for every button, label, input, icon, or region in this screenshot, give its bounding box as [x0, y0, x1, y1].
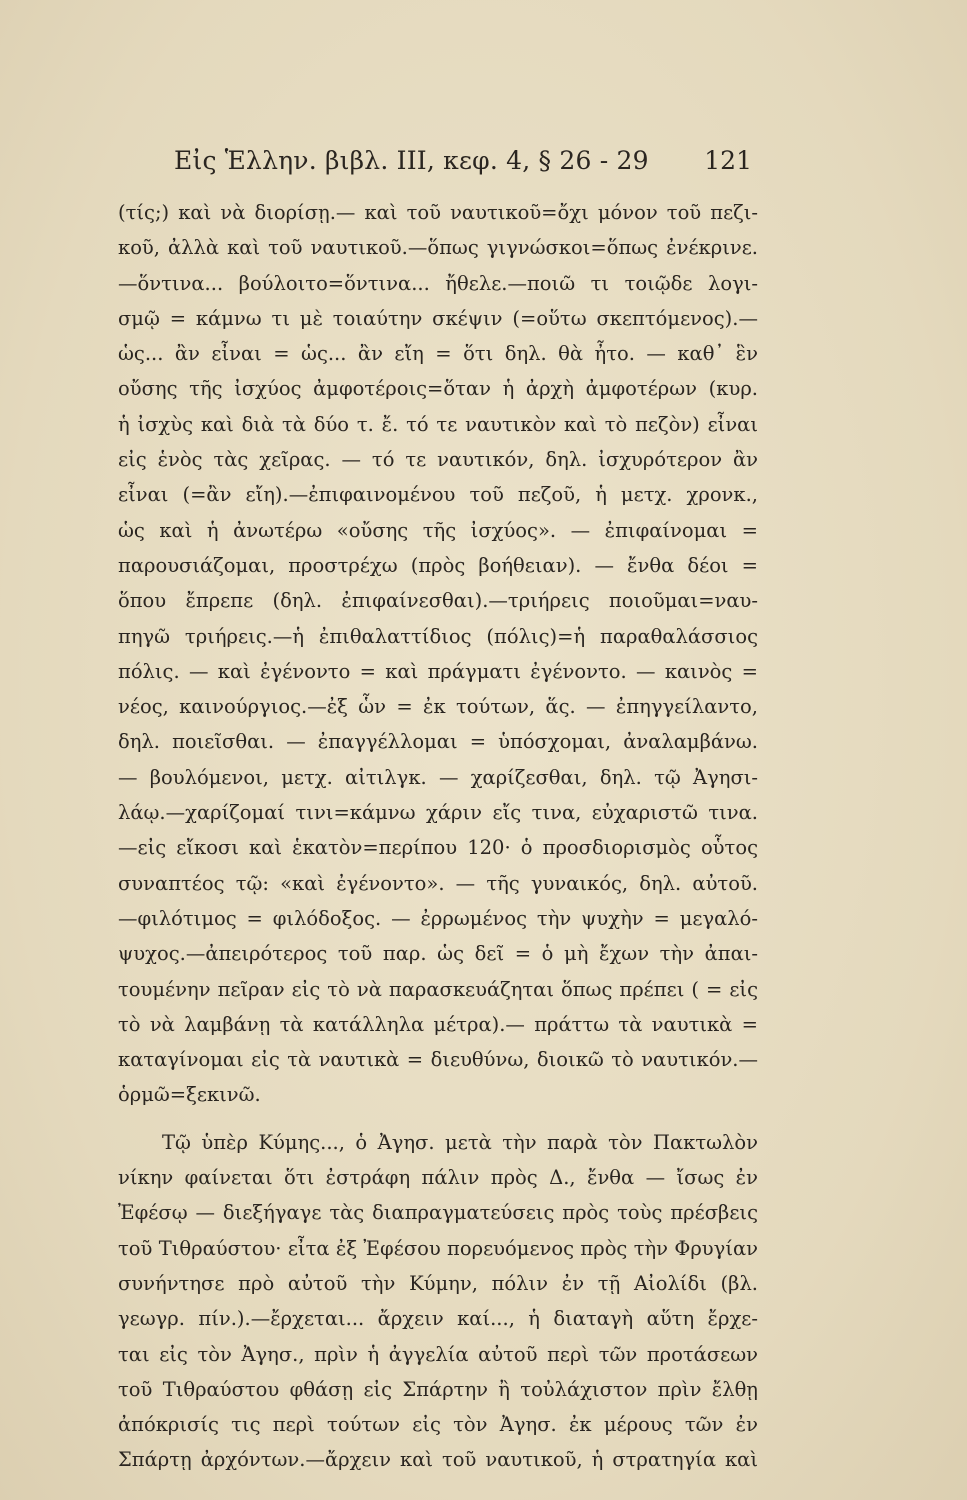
- text-line: — βουλόμενοι, μετχ. αἰτιλγκ. — χαρίζεσθαι, δηλ. τῷ Ἀγησι-: [118, 765, 758, 789]
- text-line: κοῦ, ἀλλὰ καὶ τοῦ ναυτικοῦ.—ὅπως γιγνώσκοι=ὅπως ἐνέκρινε.: [118, 236, 758, 260]
- text-line: παρουσιάζομαι, προστρέχω (πρὸς βοήθειαν). — ἔνθα δέοι =: [118, 553, 758, 577]
- text-line: ὡς... ἂν εἶναι = ὡς... ἂν εἴη = ὅτι δηλ. θὰ ἦτο. — καθ᾿ ἓν: [118, 342, 758, 366]
- text-line: λάῳ.—χαρίζομαί τινι=κάμνω χάριν εἴς τινα, εὐχαριστῶ τινα.: [118, 801, 758, 825]
- text-line: τουμένην πεῖραν εἰς τὸ νὰ παρασκευάζηται ὅπως πρέπει ( = εἰς: [118, 977, 758, 1001]
- text-line: (τίς;) καὶ νὰ διορίσῃ.— καὶ τοῦ ναυτικοῦ=ὄχι μόνον τοῦ πεζι-: [118, 201, 758, 224]
- text-line: πόλις. — καὶ ἐγένοντο = καὶ πράγματι ἐγένοντο. — καινὸς =: [118, 659, 758, 683]
- paragraph-gap: [118, 1113, 758, 1125]
- text-line: Σπάρτῃ ἀρχόντων.—ἄρχειν καὶ τοῦ ναυτικοῦ, ἡ στρατηγία καὶ: [118, 1448, 758, 1472]
- text-line: οὔσης τῆς ἰσχύος ἀμφοτέροις=ὅταν ἡ ἀρχὴ ἀμφοτέρων (κυρ.: [118, 377, 758, 401]
- text-line: Ἐφέσῳ — διεξήγαγε τὰς διαπραγματεύσεις πρὸς τοὺς πρέσβεις: [118, 1201, 758, 1225]
- text-line: ἀπόκρισίς τις περὶ τούτων εἰς τὸν Ἀγησ. ἐκ μέρους τῶν ἐν: [118, 1413, 758, 1437]
- commentary-block: [118, 195, 758, 1113]
- text-line: συνήντησε πρὸ αὐτοῦ τὴν Κύμην, πόλιν ἐν τῇ Αἰολίδι (βλ.: [118, 1271, 758, 1295]
- text-line: ψυχος.—ἀπειρότερος τοῦ παρ. ὡς δεῖ = ὁ μὴ ἔχων τὴν ἀπαι-: [118, 942, 758, 966]
- text-line: πηγῶ τριήρεις.—ἡ ἐπιθαλαττίδιος (πόλις)=ἡ παραθαλάσσιος: [118, 624, 758, 648]
- text-line: ὅπου ἔπρεπε (δηλ. ἐπιφαίνεσθαι).—τριήρεις ποιοῦμαι=ναυ-: [118, 589, 758, 613]
- text-line: ὡς καὶ ἡ ἀνωτέρω «οὔσης τῆς ἰσχύος». — ἐπιφαίνομαι =: [118, 518, 758, 542]
- text-line: ἡ ἰσχὺς καὶ διὰ τὰ δύο τ. ἔ. τό τε ναυτικὸν καὶ τὸ πεζὸν) εἶναι: [118, 412, 758, 436]
- page-header: [120, 140, 752, 180]
- text-line: τὸ νὰ λαμβάνῃ τὰ κατάλληλα μέτρα).— πράττω τὰ ναυτικὰ =: [118, 1012, 758, 1036]
- text-line: συναπτέος τῷ: «καὶ ἐγένοντο». — τῆς γυναικός, δηλ. αὐτοῦ.: [118, 871, 758, 895]
- text-line: σμῷ = κάμνω τι μὲ τοιαύτην σκέψιν (=οὕτω σκεπτόμενος).—: [118, 306, 758, 330]
- text-line: τοῦ Τιθραύστου· εἶτα ἐξ Ἐφέσου πορευόμενος πρὸς τὴν Φρυγίαν: [118, 1236, 758, 1260]
- text-line: νέος, καινούργιος.—ἐξ ὧν = ἐκ τούτων, ἅς. — ἐπηγγείλαντο,: [118, 695, 758, 719]
- text-line: ὁρμῶ=ξεκινῶ.: [118, 1083, 261, 1107]
- text-line: Τῷ ὑπὲρ Κύμης..., ὁ Ἀγησ. μετὰ τὴν παρὰ τὸν Πακτωλὸν: [162, 1130, 758, 1154]
- text-line: τοῦ Τιθραύστου φθάσῃ εἰς Σπάρτην ἢ τοὐλάχιστον πρὶν ἔλθῃ: [118, 1377, 758, 1401]
- text-line: εἶναι (=ἂν εἴη).—ἐπιφαινομένου τοῦ πεζοῦ, ἡ μετχ. χρονκ.,: [118, 483, 758, 507]
- text-line: —εἰς εἴκοσι καὶ ἑκατὸν=περίπου 120· ὁ προσδιορισμὸς οὗτος: [118, 836, 758, 860]
- paragraph-block: [118, 1125, 758, 1478]
- text-line: —ὅντινα... βούλοιτο=ὅντινα... ἤθελε.—ποιῶ τι τοιῷδε λογι-: [118, 271, 758, 295]
- text-line: νίκην φαίνεται ὅτι ἐστράφη πάλιν πρὸς Δ., ἔνθα — ἴσως ἐν: [118, 1166, 758, 1190]
- text-line: δηλ. ποιεῖσθαι. — ἐπαγγέλλομαι = ὑπόσχομαι, ἀναλαμβάνω.: [118, 730, 758, 754]
- text-line: καταγίνομαι εἰς τὰ ναυτικὰ = διευθύνω, διοικῶ τὸ ναυτικόν.—: [118, 1048, 758, 1072]
- text-line: εἰς ἑνὸς τὰς χεῖρας. — τό τε ναυτικόν, δηλ. ἰσχυρότερον ἂν: [118, 448, 758, 472]
- page-number: 121: [704, 146, 752, 175]
- page-body: [118, 195, 758, 1478]
- running-head: Εἰς Ἑλλην. βιβλ. III, κεφ. 4, § 26 - 29: [174, 146, 649, 175]
- text-line: γεωγρ. πίν.).—ἔρχεται... ἄρχειν καί..., ἡ διαταγὴ αὕτη ἔρχε-: [118, 1307, 758, 1331]
- text-line: ται εἰς τὸν Ἀγησ., πρὶν ἡ ἀγγελία αὐτοῦ περὶ τῶν προτάσεων: [118, 1342, 758, 1366]
- text-line: —φιλότιμος = φιλόδοξος. — ἐρρωμένος τὴν ψυχὴν = μεγαλό-: [118, 906, 758, 930]
